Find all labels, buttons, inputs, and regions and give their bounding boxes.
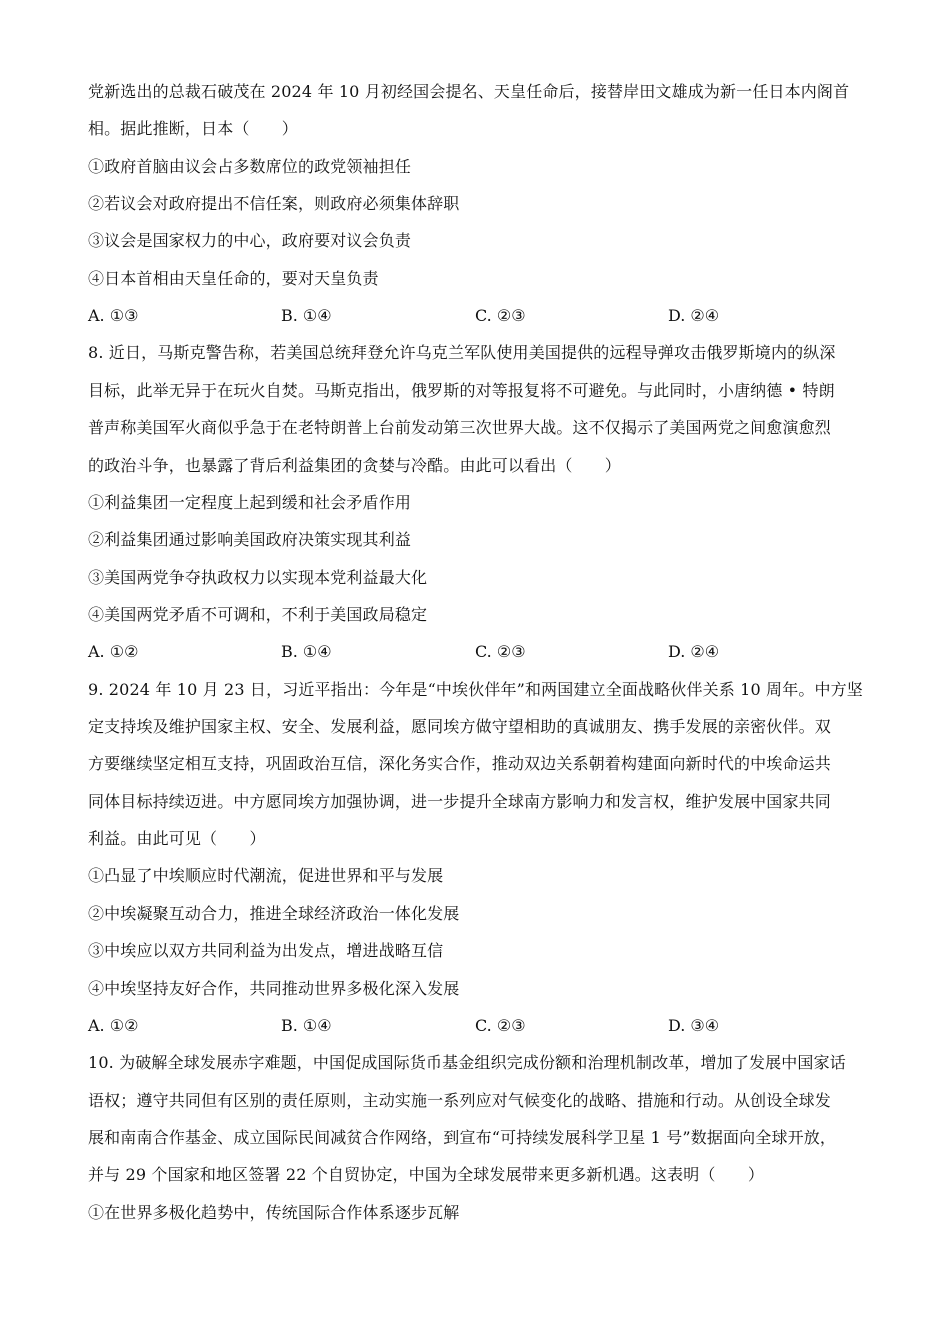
q7-statement-4: ④日本首相由天皇任命的，要对天皇负责 [88,269,379,288]
q8-stem-line-3: 普声称美国军火商似乎急于在老特朗普上台前发动第三次世界大战。这不仅揭示了美国两党之间愈演愈烈 [88,418,831,437]
q7-option-c[interactable]: C. ②③ [475,306,526,325]
q8-statement-2: ②利益集团通过影响美国政府决策实现其利益 [88,530,412,549]
q8-stem-line-1: 8. 近日，马斯克警告称，若美国总统拜登允许乌克兰军队使用美国提供的远程导弹攻击俄罗斯境内的纵深 [88,343,836,362]
q9-option-a[interactable]: A. ①② [88,1016,139,1035]
q7-option-d[interactable]: D. ②④ [668,306,720,325]
q8-option-b[interactable]: B. ①④ [281,642,332,661]
q9-stem-line-5: 利益。由此可见（ ） [88,829,266,848]
q9-stem-line-3: 方要继续坚定相互支持，巩固政治互信，深化务实合作，推动双边关系朝着构建面向新时代的中埃命运共 [88,754,831,773]
q9-stem-line-2: 定支持埃及维护国家主权、安全、发展利益，愿同埃方做守望相助的真诚朋友、携手发展的亲密伙伴。双 [88,717,831,736]
q9-stem-line-1: 9. 2024 年 10 月 23 日，习近平指出：今年是“中埃伙伴年”和两国建立全面战略伙伴关系 10 周年。中方坚 [88,680,863,699]
q10-stem-line-1: 10. 为破解全球发展赤字难题，中国促成国际货币基金组织完成份额和治理机制改革，增加了发展中国家话 [88,1053,846,1072]
q8-stem-line-2: 目标，此举无异于在玩火自焚。马斯克指出，俄罗斯的对等报复将不可避免。与此同时，小唐纳德 • 特朗 [88,381,835,400]
q9-statement-1: ①凸显了中埃顺应时代潮流，促进世界和平与发展 [88,866,444,885]
q7-options [88,306,848,326]
q10-stem-line-3: 展和南南合作基金、成立国际民间减贫合作网络，到宣布“可持续发展科学卫星 1 号”数据面向全球开放， [88,1128,837,1147]
q9-options [88,1016,848,1036]
q10-stem-line-2: 语权；遵守共同但有区别的责任原则，主动实施一系列应对气候变化的战略、措施和行动。从创设全球发 [88,1091,831,1110]
q10-statement-1: ①在世界多极化趋势中，传统国际合作体系逐步瓦解 [88,1203,460,1222]
q8-options [88,642,848,662]
q9-statement-3: ③中埃应以双方共同利益为出发点，增进战略互信 [88,941,444,960]
q9-statement-2: ②中埃凝聚互动合力，推进全球经济政治一体化发展 [88,904,460,923]
q7-stem-line-2: 相。据此推断，日本（ ） [88,119,298,138]
q9-option-d[interactable]: D. ③④ [668,1016,720,1035]
q7-statement-2: ②若议会对政府提出不信任案，则政府必须集体辞职 [88,194,460,213]
q8-statement-4: ④美国两党矛盾不可调和，不利于美国政局稳定 [88,605,428,624]
q8-option-c[interactable]: C. ②③ [475,642,526,661]
q9-stem-line-4: 同体目标持续迈进。中方愿同埃方加强协调，进一步提升全球南方影响力和发言权，维护发展中国家共同 [88,792,831,811]
q8-statement-3: ③美国两党争夺执政权力以实现本党利益最大化 [88,568,428,587]
q7-option-a[interactable]: A. ①③ [88,306,139,325]
q8-option-a[interactable]: A. ①② [88,642,139,661]
q7-stem-line-1: 党新选出的总裁石破茂在 2024 年 10 月初经国会提名、天皇任命后，接替岸田文雄成为新一任日本内阁首 [88,82,850,101]
q7-statement-3: ③议会是国家权力的中心，政府要对议会负责 [88,231,412,250]
q8-statement-1: ①利益集团一定程度上起到缓和社会矛盾作用 [88,493,412,512]
q7-statement-1: ①政府首脑由议会占多数席位的政党领袖担任 [88,157,412,176]
q9-statement-4: ④中埃坚持友好合作，共同推动世界多极化深入发展 [88,979,460,998]
q9-option-b[interactable]: B. ①④ [281,1016,332,1035]
q9-option-c[interactable]: C. ②③ [475,1016,526,1035]
q10-stem-line-4: 并与 29 个国家和地区签署 22 个自贸协定，中国为全球发展带来更多新机遇。这表明（ ） [88,1165,764,1184]
q8-option-d[interactable]: D. ②④ [668,642,720,661]
q8-stem-line-4: 的政治斗争，也暴露了背后利益集团的贪婪与冷酷。由此可以看出（ ） [88,456,621,475]
q7-option-b[interactable]: B. ①④ [281,306,332,325]
